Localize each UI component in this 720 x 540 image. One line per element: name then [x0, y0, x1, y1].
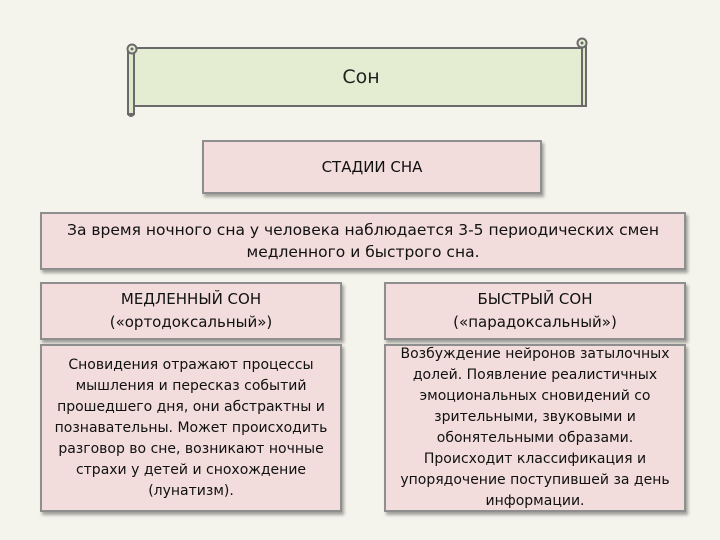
- page-title: Сон: [342, 66, 380, 88]
- fast-sleep-description-box: [384, 344, 686, 512]
- summary-text: За время ночного сна у человека наблюдается 3-5 периодических смен медленного и быстрого сна.: [67, 221, 659, 261]
- fast-sleep-subtitle: («парадоксальный»): [453, 313, 617, 331]
- slow-sleep-description-box: [40, 344, 342, 512]
- slow-sleep-description: Сновидения отражают процессы мышления и пересказ событий прошедшего дня, они абстрактны и познавательны. Может происходить разговор во сне, возникают ночные страхи у детей и снохождение (лунатизм).: [54, 356, 328, 499]
- fast-sleep-title: БЫСТРЫЙ СОН: [477, 290, 593, 308]
- stages-heading-box: [202, 140, 542, 194]
- slow-sleep-title: МЕДЛЕННЫЙ СОН: [120, 290, 262, 308]
- fast-sleep-description: Возбуждение нейронов затылочных долей. Появление реалистичных эмоциональных сновидений со зрительными, звуковыми и обонятельными образами. Происходит классификация и упорядочение поступившей за день информации.: [400, 346, 670, 509]
- summary-box: [40, 212, 686, 270]
- slow-sleep-subtitle: («ортодоксальный»): [109, 313, 273, 331]
- fast-sleep-header: [384, 282, 686, 340]
- stages-heading: СТАДИИ СНА: [321, 158, 423, 176]
- slow-sleep-header: [40, 282, 342, 340]
- title-scroll-banner: [124, 36, 590, 118]
